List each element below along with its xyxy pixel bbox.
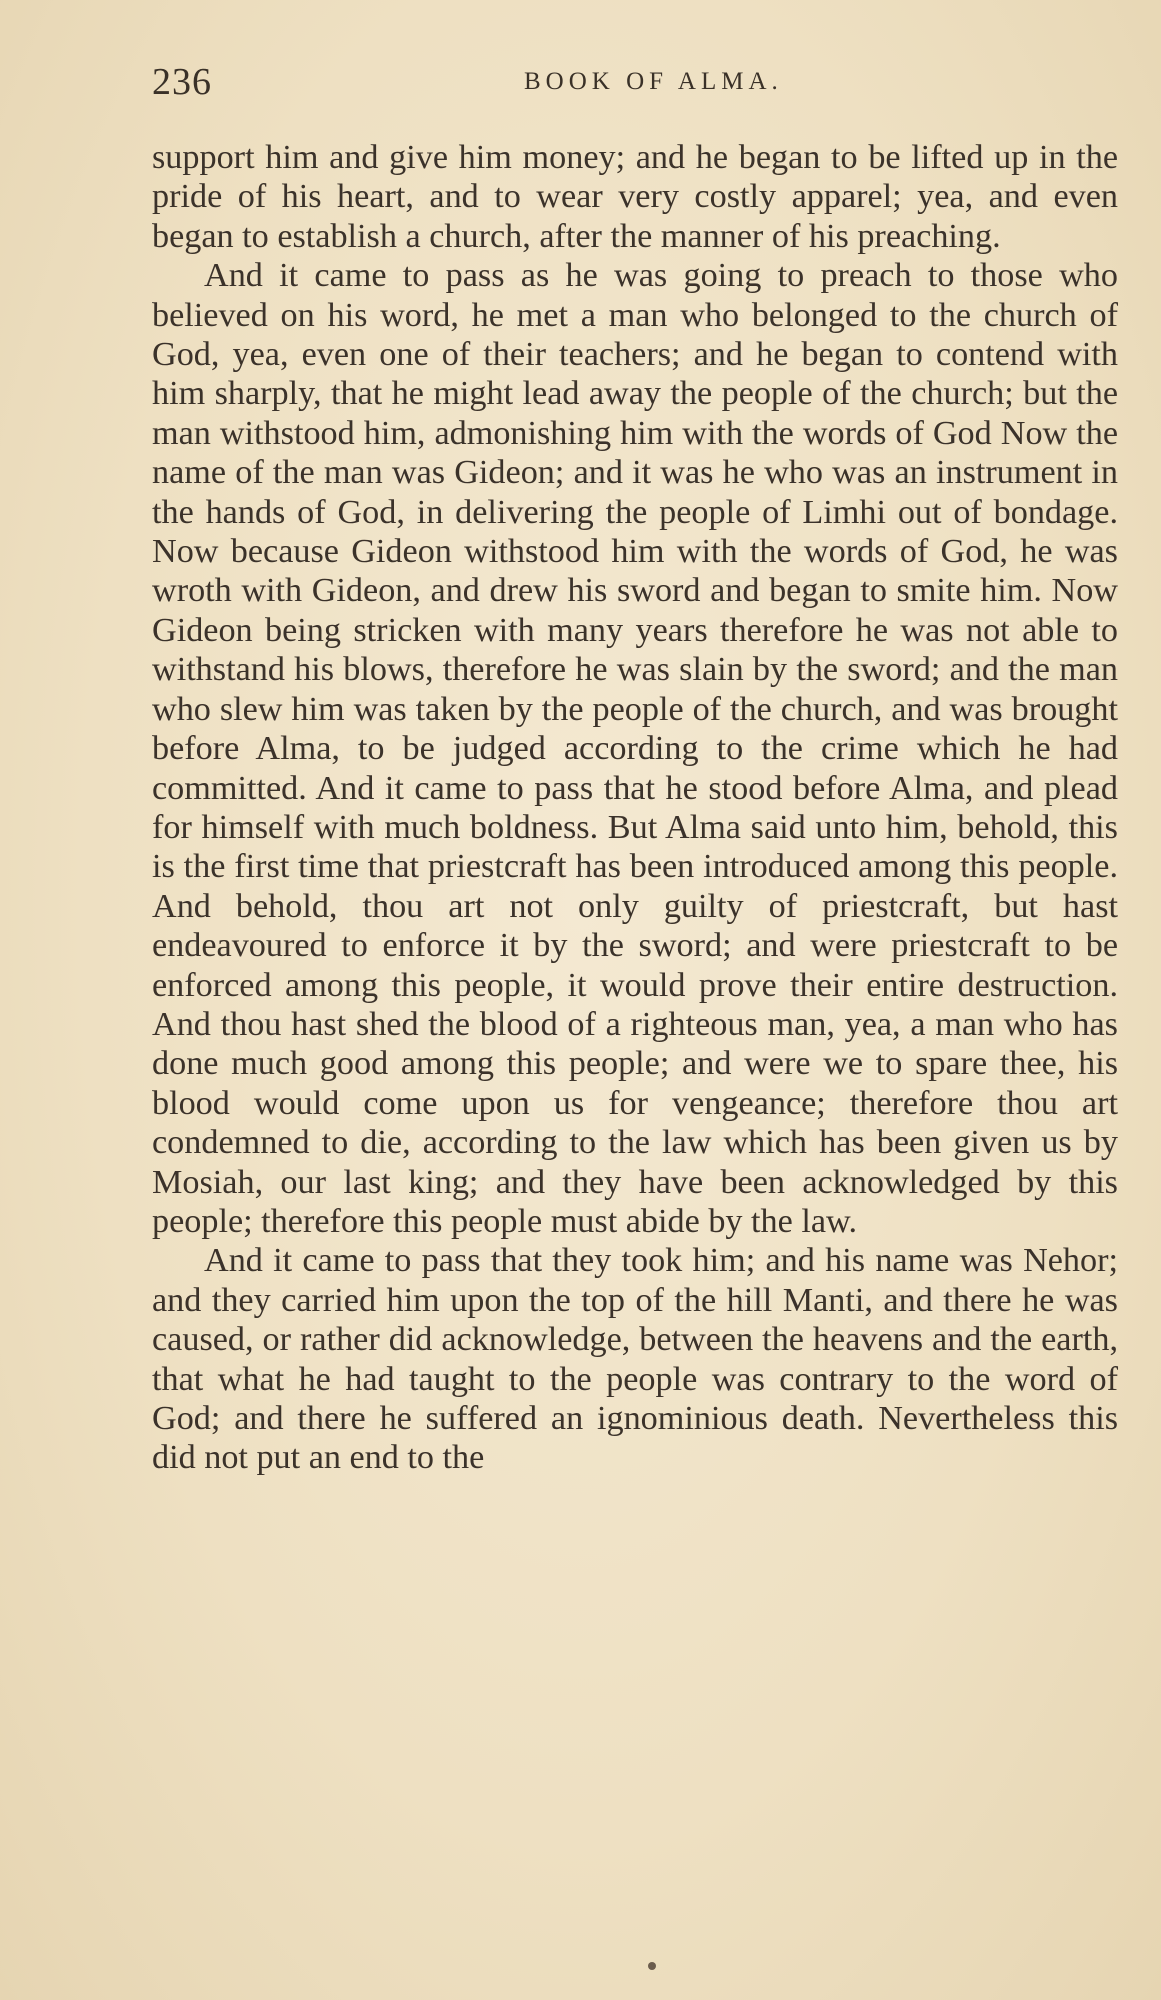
body-text [152,138,1118,1478]
ink-dot-mark [648,1962,656,1970]
running-head: BOOK OF ALMA. [524,68,783,95]
page-header [152,60,1131,106]
paragraph-nehor-death: And it came to pass that they took him; and his name was Nehor; and they carried him upon the top of the hill Manti, and there he was caused, or rather did acknowledge, between the heavens and the earth, that what he had taught to the people was contrary to the word of God; and there he suffered an ignominious death. Nevertheless this did not put an end to the [152,1242,1118,1477]
paragraph-continuation: support him and give him money; and he began to be lifted up in the pride of his heart, and to wear very costly apparel; yea, and even began to establish a church, after the manner of his preaching. [152,139,1118,255]
paragraph-gideon-nehor: And it came to pass as he was going to preach to those who believed on his word, he met a man who belonged to the church of God, yea, even one of their teachers; and he began to contend with him sharply, that he might lead away the people of the church; but the man withstood him, admonishing him with the words of God Now the name of the man was Gideon; and it was he who was an instrument in the hands of God, in delivering the people of Limhi out of bondage. Now because Gideon withstood him with the words of God, he was wroth with Gideon, and drew his sword and began to smite him. Now Gideon being stricken with many years therefore he was not able to withstand his blows, therefore he was slain by the sword; and the man who slew him was taken by the people of the church, and was brought before Alma, to be judged according to the crime which he had committed. And it came to pass that he stood before Alma, and plead for himself with much boldness. But Alma said unto him, behold, this is the first time that priestcraft has been introduced among this people. And behold, thou art not only guilty of priestcraft, but hast endeavoured to enforce it by the sword; and were priestcraft to be enforced among this people, it would prove their entire destruction. And thou hast shed the blood of a righteous man, yea, a man who has done much good among this people; and were we to spare thee, his blood would come upon us for vengeance; therefore thou art condemned to die, according to the law which has been given us by Mosiah, our last king; and they have been acknowledged by this people; therefore this people must abide by the law. [152,257,1118,1240]
page-number: 236 [152,61,212,103]
